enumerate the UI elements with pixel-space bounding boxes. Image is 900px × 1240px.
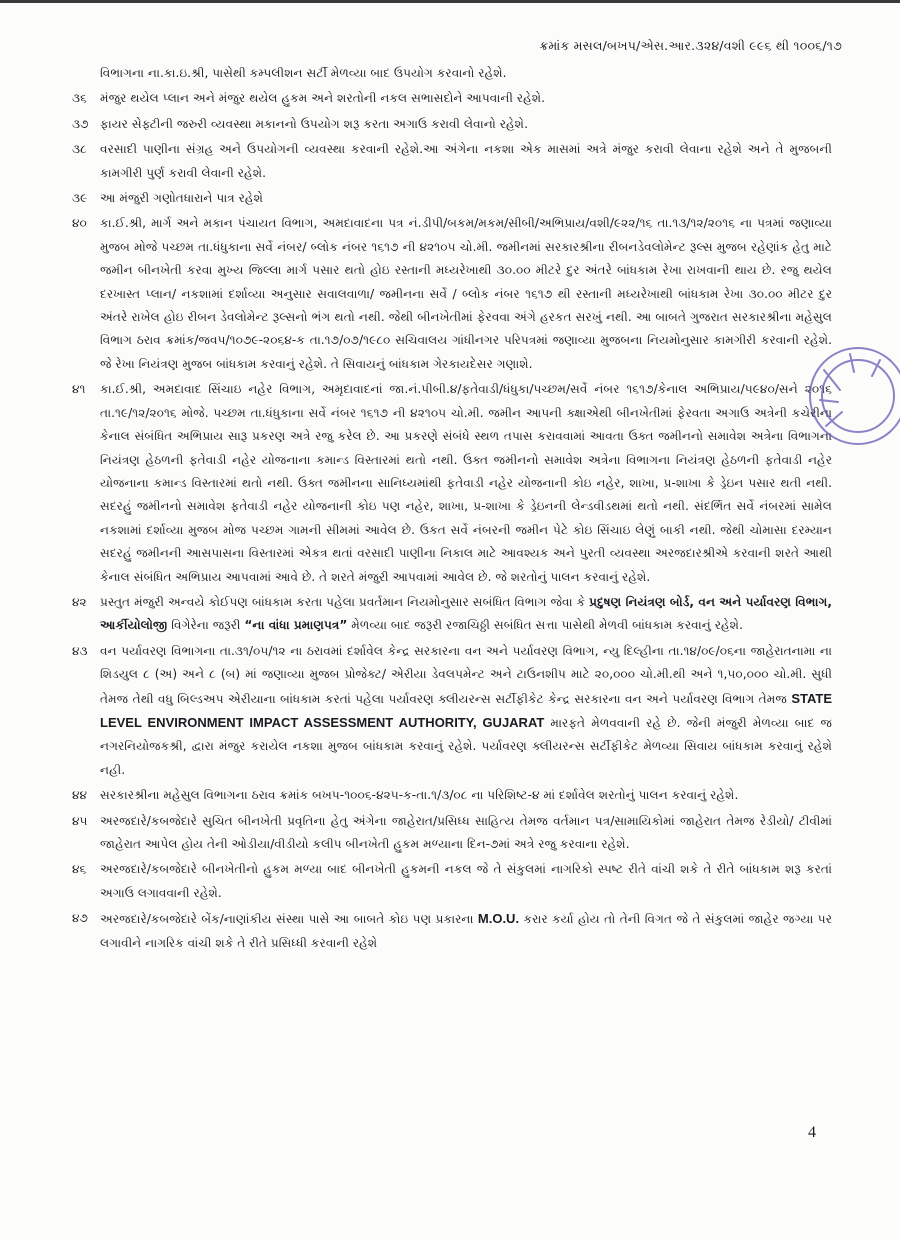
condition-number: ૪૧	[72, 382, 86, 397]
emphasized-text: પ્રદુષણ નિયંત્રણ બોર્ડ, વન અને પર્યાવરણ વિભાગ, આર્કીયોલોજી	[100, 594, 832, 633]
condition-text: મંજુર થયેલ પ્લાન અને મંજુર થયેલ હુકમ અને શરતોની નકલ સભાસદોને આપવાની રહેશે.	[100, 91, 546, 106]
condition-number: ૪૭	[72, 911, 89, 926]
condition-item	[72, 378, 832, 589]
condition-item	[72, 138, 832, 185]
condition-text-segment: વિગેરેના જરૂરી	[167, 618, 245, 633]
emphasized-text: “ના વાંધા પ્રમાણપત્ર”	[244, 618, 348, 633]
condition-text: કા.ઈ.શ્રી, માર્ગ અને મકાન પંચાયત વિભાગ, અમદાવાદના પત્ર નં.ડીપી/બકમ/મકમ/સીબી/અભિપ્રાય/વશી/૯૨૨/૧૬ તા.૧૩/૧૨/૨૦૧૬ ના પત્રમાં જણાવ્યા મુજબ મોજે પચ્છમ તા.ધંધુકાના સર્વે નંબર/ બ્લોક નંબર ૧૬૧૭ ની ૪૨૧૦૫ ચો.મી. જમીનમાં સરકારશ્રીના રીબનડેવલોમેન્ટ રૂલ્સ મુજબ રહેણાંક હેતુ માટે જમીન બીનખેતી કરવા મુખ્ય જિલ્લા માર્ગ પસાર થતો હોઇ રસ્તાની મધ્યરેખાથી ૩૦.૦૦ મીટરે દુર અંતરે બાંધકામ રેખા રાખવાની થાય છે. રજુ થયેલ દરખાસ્ત પ્લાન/ નકશામાં દર્શાવ્યા અનુસાર સવાલવાળા/ જમીનના સર્વે / બ્લોક નંબર ૧૬૧૭ થી રસ્તાની મધ્યરેખાથી બાંધકામ રેખા ૩૦.૦૦ મીટર દુર અંતરે રાખેલ હોઇ રીબન ડેવલોમેન્ટ રૂલ્સનો ભંગ થતો નથી. જેથી બીનખેતીમાં ફેરવવા અંગે હરકત સરખું નથી. આ બાબતે ગુજરાત સરકારશ્રીના મહેસુલ વિભાગ ઠરાવ ક્રમાંક/જવપ/૧૦૭૯-૨૦૬૪-ક તા.૧૭/૦૭/૧૯૮૦ સચિવાલય ગાંધીનગર પરિપત્રમાં જણાવ્યા મુજબના નિયમોનુસાર કામગીરી કરવાની રહેશે. જે રેખા નિયંત્રણ મુજબ બાંધકામ કરવાનું રહેશે. તે સિવાયનું બાંધકામ ગેરકાયદેસર ગણાશે.	[100, 216, 832, 371]
stamp-seal	[780, 330, 900, 460]
condition-text	[100, 591, 832, 638]
condition-item	[72, 858, 832, 905]
condition-number: ૪૩	[72, 643, 88, 658]
condition-item	[72, 591, 832, 638]
condition-number: ૪૨	[72, 594, 87, 609]
condition-text	[100, 640, 832, 782]
condition-number: ૩૮	[72, 142, 87, 157]
condition-text: વરસાદી પાણીના સંગ્રહ અને ઉપયોગની વ્યવસ્થા કરવાની રહેશે.આ અંગેના નકશા એક માસમાં અત્રે મંજુર કરાવી લેવાના રહેશે અને તે મુજબની કામગીરી પુર્ણ કરાવી લેવાની રહેશે.	[100, 142, 832, 180]
condition-text-segment: મારફતે મેળવવાની રહે છે. જેની મંજુરી મેળવ્યા બાદ જ નગરનિયોજકશ્રી, દ્વારા મંજુર કરાયેલ નકશા મુજબ બાંધકામ કરવાનું રહેશે. પર્યાવરણ ક્લીયરન્સ સર્ટીફીકેટ મેળવ્યા સિવાય બાંધકામ કરવાનું રહેશે નહી.	[100, 715, 832, 777]
condition-text: આ મંજુરી ગણોતધારાને પાત્ર રહેશે	[100, 191, 263, 206]
condition-text-segment: મેળવ્યા બાદ જરૂરી રજાચિઠ્ઠી સબંધિત સત્તા પાસેથી મેળવી બાંધકામ કરવાનું રહેશે.	[347, 618, 743, 633]
document-reference: ક્રમાંક મસલ/બખપ/એસ.આર.૩૨૪/વશી ૯૯૬ થી ૧૦૦૬/૧૭	[539, 38, 842, 53]
condition-item	[72, 113, 832, 136]
condition-item	[72, 212, 832, 376]
condition-list	[72, 87, 832, 955]
emphasized-text: M.O.U.	[477, 911, 520, 927]
condition-number: ૪૫	[72, 813, 88, 828]
condition-text-segment: અરજદારે/કબજેદારે બેંક/નાણાંકીય સંસ્થા પાસે આ બાબતે કોઇ પણ પ્રકારના	[100, 912, 478, 927]
condition-number: ૩૬	[72, 91, 87, 106]
condition-item	[72, 87, 832, 110]
condition-text: ફાયર સેફ્ટીની જરુરી વ્યવસ્થા મકાનનો ઉપયોગ શરૂ કરતા અગાઉ કરાવી લેવાનો રહેશે.	[100, 116, 528, 131]
condition-number: ૩૭	[72, 116, 89, 131]
condition-text-segment: વન પર્યાવરણ વિભાગના તા.૩૧/૦૫/૧૨ ના ઠરાવમાં દર્શાવેલ કેન્દ્ર સરકારના વન અને પર્યાવરણ વિભાગ, ન્યુ દિલ્હીના તા.૧૪/૦૯/૦૬ના જાહેરાતનામા ના શિડયુલ ૮ (અ) અને ૮ (બ) માં જણાવ્યા મુજબ પ્રોજેક્ટ/ એરીયા ડેવલપમેન્ટ અને ટાઉનશીપ માટે ૨૦,૦૦૦ ચો.મી.થી અને ૧,૫૦,૦૦૦ ચો.મી. સુધી તેમજ તેથી વધુ બિલ્ડઅપ એરીયાના બાંધકામ કરતાં પહેલા પર્યાવરણ ક્લીયરન્સ સર્ટીફીકેટ કેન્દ્ર સરકારના વન અને પર્યાવરણ વિભાગ તેમજ	[100, 643, 832, 706]
document-body	[72, 62, 832, 955]
condition-text	[100, 907, 832, 955]
condition-number: ૪૪	[72, 788, 88, 803]
condition-number: ૪૦	[72, 216, 87, 231]
emphasized-text: STATE LEVEL ENVIRONMENT IMPACT ASSESSMENT AUTHORITY, GUJARAT	[100, 690, 832, 730]
condition-item	[72, 907, 832, 955]
condition-number: ૪૬	[72, 862, 87, 877]
condition-number: ૩૯	[72, 191, 88, 206]
condition-item	[72, 784, 832, 807]
top-border	[0, 0, 900, 3]
page-number: 4	[808, 1124, 816, 1141]
condition-item	[72, 810, 832, 857]
condition-text: અરજદારે/કબજેદારે સુચિત બીનખેતી પ્રવૃતિના હેતુ અંગેના જાહેરાત/પ્રસિધ્ધ સાહિત્ય તેમજ વર્તમાન પત્ર/સામાયિકોમાં જાહેરાત તેમજ રેડીયો/ ટીવીમાં જાહેરાત આપેલ હોય તેની ઓડીયા/વીડીયો કલીપ બીનખેતી હુકમ મળ્યાના દિન-૭માં અત્રે રજુ કરવાના રહેશે.	[100, 813, 832, 851]
condition-text: અરજદારે/કબજેદારે બીનખેતીનો હુકમ મળ્યા બાદ બીનખેતી હુકમની નકલ જે તે સંકુલમાં નાગરિકો સ્પષ્ટ રીતે વાંચી શકે તે રીતે બાંધકામ શરૂ કરતાં અગાઉ લગાવવાની રહેશે.	[100, 862, 832, 900]
continuation-line: વિભાગના ના.કા.ઇ.શ્રી, પાસેથી કમ્પલીશન સર્ટી મેળવ્યા બાદ ઉપયોગ કરવાનો રહેશે.	[100, 66, 507, 80]
condition-text-segment: પ્રસ્તુત મંજુરી અન્વયે કોઈપણ બાંધકામ કરતા પહેલા પ્રવર્તમાન નિયમોનુસાર સબંધિત વિભાગ જેવા કે	[100, 594, 590, 609]
condition-text-segment: કરાર કર્યા હોય તો તેની વિગત જે તે સંકુલમાં જાહેર જગ્યા પર લગાવીને નાગરિક વાંચી શકે તે રીતે પ્રસિધ્ધી કરવાની રહેશે	[100, 912, 832, 950]
condition-item	[72, 640, 832, 782]
condition-item	[72, 187, 832, 210]
condition-text: સરકારશ્રીના મહેસુલ વિભાગના ઠરાવ ક્રમાંક બખપ-૧૦૦૬-૪૨૫-ક-તા.૧/૩/૦૮ ના પરિશિષ્ટ-૪ માં દર્શાવેલ શરતોનું પાલન કરવાનું રહેશે.	[100, 788, 739, 803]
condition-text: કા.ઈ.શ્રી, અમદાવાદ સિંચાઇ નહેર વિભાગ, અમૃદાવાદનાં જા.નં.પીબી.૪/ફતેવાડી/ધંધુકા/પચ્છમ/સર્વે નંબર ૧૬૧૭/કેનાલ અભિપ્રાય/૫૯૪૦/સને ૨૦૧૬ તા.૧૯/૧૨/૨૦૧૬ મોજે. પચ્છમ તા.ધંધુકાના સર્વે નંબર ૧૬૧૭ ની ૪૨૧૦૫ ચો.મી. જમીન આપની ક્ક્ષાએથી બીનખેતીમાં ફેરવતા અગાઉ અત્રેની કચેરીના કેનાલ સંબંધિત અભિપ્રાય સારૂ પ્રકરણ અત્રે રજુ કરેલ છે. આ પ્રકરણે સંબંધે સ્થળ તપાસ કરાવવામાં આવતા ઉક્ત જમીનનો સમાવેશ અત્રેના વિભાગના નિયંત્રણ હેઠળની ફતેવાડી નહેર યોજનાના કમાન્ડ વિસ્તારમાં થતો નથી. ઉક્ત જમીનનો સમાવેશ અત્રેના વિભાગના નિયંત્રણ હેઠળની ફતેવાડી નહેર યોજનાના કમાન્ડ વિસ્તારમાં થતો નથી. ઉક્ત જમીનના સાનિધ્યમાંથી ફતેવાડી નહેર યોજનાની કોઇ નહેર, શાખા, પ્ર-શાખા કે ડ્રેઇન પસાર થતી નથી. સદરહું જમીનનો સમાવેશ ફતેવાડી નહેર યોજનાની કોઇ પણ નહેર, શાખા, પ્ર-શાખા કે ડ્રેઇનની લેન્ડવીડથમાં થતો નથી. સંદર્ભિત સર્વે નંબરમાં સામેલ નકશામાં દર્શાવ્યા મુજબ મોજ પચ્છમ ગામની સીમમાં આવેલ છે. ઉકત સર્વે નંબરની જમીન પેટે કોઇ સિંચાઇ લેણું બાકી નથી. જેથી ચોમાસા દરમ્યાન સદરહું જમીનની આસપાસના વિસ્તારમાં એકત્ર થતાં વરસાદી પાણીના નિકાલ માટે આવશ્યક અને પુરતી વ્યવસ્થા અરજદારશ્રીએ કરવાની શરતે આથી કેનાલ સંબંધિત અભિપ્રાય આપવામાં આવે છે. તે શરતે મંજુરી આપવામાં આવેલ છે. જે શરતોનું પાલન કરવાનું રહેશે.	[100, 382, 832, 584]
